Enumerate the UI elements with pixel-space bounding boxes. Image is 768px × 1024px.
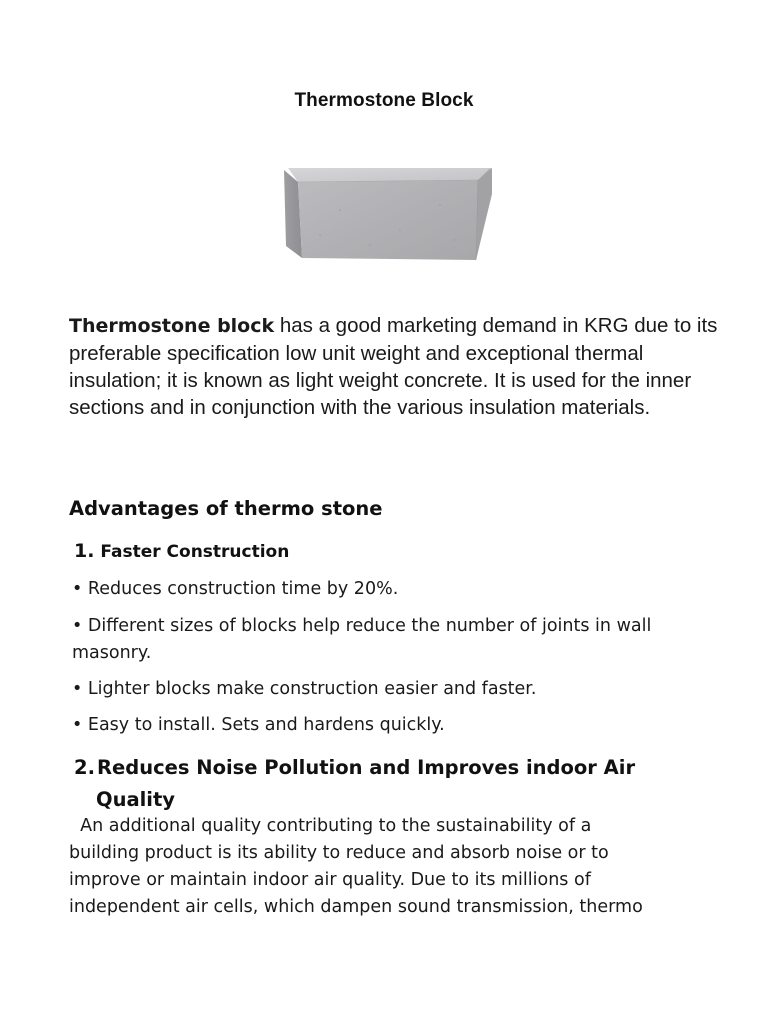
item-2-paragraph [69,813,709,921]
thermostone-block-image [280,160,500,270]
advantage-item-2-heading [74,752,635,816]
intro-lead: Thermostone block [69,315,275,337]
item-1-title: Faster Construction [100,542,290,562]
paragraph-line: independent air cells, which dampen sound transmission, thermo [69,897,643,917]
item-1-number: 1. [74,540,95,562]
paragraph-line: An additional quality contributing to the sustainability of a [69,816,592,836]
bullet-item: • Reduces construction time by 20%. [72,579,399,599]
bullet-item: • Easy to install. Sets and hardens quickly. [72,715,445,735]
intro-paragraph [69,312,719,421]
item-2-title-line1: Reduces Noise Pollution and Improves indoor Air [97,756,636,779]
paragraph-line: improve or maintain indoor air quality. Due to its millions of [69,870,591,890]
item-2-number: 2. [74,756,95,779]
paragraph-line: building product is its ability to reduce and absorb noise or to [69,843,609,863]
bullet-item: • Lighter blocks make construction easier and faster. [72,679,537,699]
item-2-title-line2: Quality [96,788,176,811]
document-title: Thermostone Block [294,90,474,111]
intro-text: has a good marketing demand in KRG due to its preferable specification low unit weight and exceptional thermal insulation; it is known as light weight concrete. It is used for the inner sections and in conjunction with the various insulation materials. [69,314,718,419]
advantage-item-1-heading [74,540,289,562]
advantages-heading: Advantages of thermo stone [69,497,383,520]
bullet-item: • Different sizes of blocks help reduce the number of joints in wall masonry. [72,616,652,663]
